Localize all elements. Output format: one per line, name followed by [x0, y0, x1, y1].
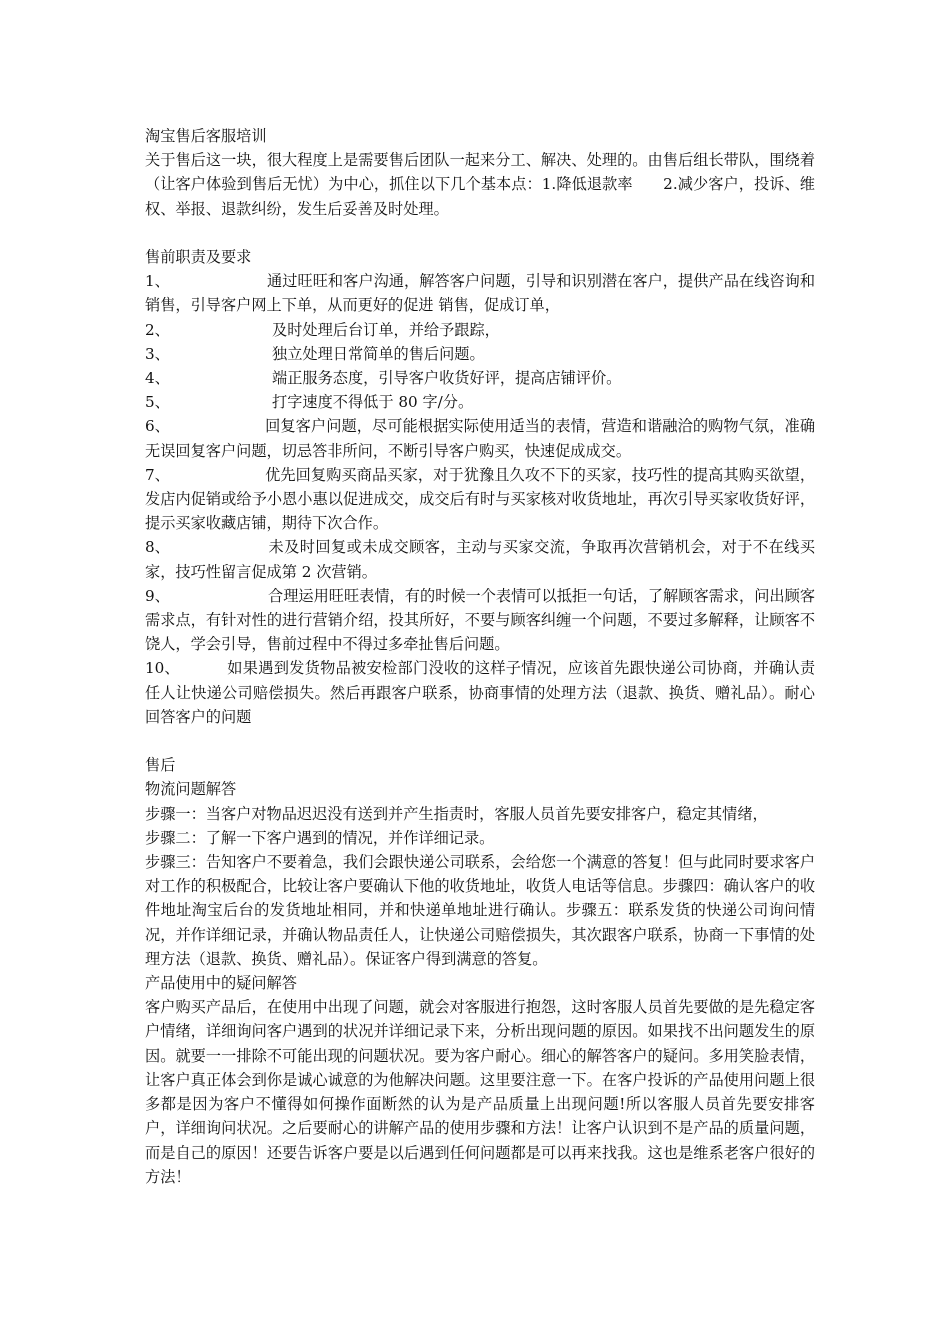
presale-item-6	[145, 414, 815, 462]
item-text: 打字速度不得低于 80 字/分。	[272, 393, 474, 412]
presale-item-9	[145, 584, 815, 657]
item-text: 独立处理日常简单的售后问题。	[272, 344, 485, 363]
presale-item-7	[145, 463, 815, 536]
intro-paragraph: 关于售后这一块，很大程度上是需要售后团队一起来分工、解决、处理的。由售后组长带队，围绕着（让客户体验到售后无忧）为中心，抓住以下几个基本点：1.降低退款率 2.减少客户，投诉、维权、举报、退款纠纷，发生后妥善及时处理。	[145, 151, 815, 218]
presale-item-1	[145, 269, 815, 317]
logistics-step-1: 步骤一：当客户对物品迟迟没有送到并产生指责时，客服人员首先要安排客户，稳定其情绪，	[145, 804, 768, 823]
logistics-step-3: 步骤三：告知客户不要着急，我们会跟快递公司联系，会给您一个满意的答复！但与此同时要求客户对工作的积极配合，比较让客户要确认下他的收货地址，收货人电话等信息。步骤四：确认客户的收件地址淘宝后台的发货地址相同，并和快递单地址进行确认。步骤五：联系发货的快递公司询问情况，并作详细记录，并确认物品责任人，让快递公司赔偿损失，其次跟客户联系，协商一下事情的处理方法（退款、换货、赠礼品）。保证客户得到满意的答复。	[145, 853, 815, 968]
document-page	[145, 124, 815, 1189]
item-number: 5、	[145, 393, 170, 412]
item-number: 4、	[145, 369, 170, 388]
presale-item-10	[145, 656, 815, 729]
doc-title: 淘宝售后客服培训	[145, 127, 267, 145]
item-number: 10、	[145, 659, 180, 678]
item-text: 回复客户问题，尽可能根据实际使用适当的表情，营造和谐融洽的购物气氛，准确无误回复客户问题，切忌答非所问，不断引导客户购买，快速促成成交。	[145, 417, 815, 460]
item-number: 6、	[145, 417, 170, 436]
item-text: 合理运用旺旺表情，有的时候一个表情可以抵拒一句话，了解顾客需求，问出顾客需求点，有针对性的进行营销介绍，投其所好，不要与顾客纠缠一个问题，不要过多解释，让顾客不饶人，学会引导，售前过程中不得过多牵扯售后问题。	[145, 586, 815, 654]
item-text: 如果遇到发货物品被安检部门没收的这样子情况，应该首先跟快递公司协商，并确认责任人让快递公司赔偿损失。然后再跟客户联系，协商事情的处理方法（退款、换货、赠礼品）。耐心回答客户的问题	[145, 659, 815, 726]
item-number: 8、	[145, 538, 170, 557]
item-text: 及时处理后台订单，并给予跟踪，	[272, 320, 500, 339]
logistics-heading: 物流问题解答	[145, 780, 237, 799]
item-number: 3、	[145, 344, 170, 363]
logistics-step-2: 步骤二：了解一下客户遇到的情况，并作详细记录。	[145, 828, 495, 847]
item-text: 未及时回复或未成交顾客，主动与买家交流，争取再次营销机会，对于不在线买家，技巧性留言促成第 2 次营销。	[145, 538, 815, 581]
aftersale-heading: 售后	[145, 756, 176, 775]
item-number: 1、	[145, 272, 170, 291]
presale-item-2	[145, 318, 815, 342]
usage-heading: 产品使用中的疑问解答	[145, 974, 297, 993]
presale-item-5	[145, 390, 815, 414]
item-number: 7、	[145, 465, 170, 484]
item-text: 通过旺旺和客户沟通，解答客户问题，引导和识别潜在客户，提供产品在线咨询和销售，引导客户网上下单，从而更好的促进 销售，促成订单，	[145, 272, 815, 315]
spacer	[145, 221, 815, 245]
usage-paragraph: 客户购买产品后，在使用中出现了问题，就会对客服进行抱怨，这时客服人员首先要做的是先稳定客户情绪，详细询问客户遇到的状况并详细记录下来，分析出现问题的原因。如果找不出问题发生的原因。就要一一排除不可能出现的问题状况。要为客户耐心。细心的解答客户的疑问。多用笑脸表情，让客户真正体会到你是诚心诚意的为他解决问题。这里要注意一下。在客户投诉的产品使用问题上很多都是因为客户不懂得如何操作面断然的认为是产品质量上出现问题!所以客服人员首先要安排客户，详细询问状况。之后要耐心的讲解产品的使用步骤和方法！让客户认识到不是产品的质量问题，而是自己的原因！还要告诉客户要是以后遇到任何问题都是可以再来找我。这也是维系老客户很好的方法！	[145, 998, 815, 1186]
item-number: 9、	[145, 586, 170, 605]
presale-item-4	[145, 366, 815, 390]
presale-item-8	[145, 535, 815, 583]
spacer	[145, 729, 815, 753]
presale-heading: 售前职责及要求	[145, 248, 252, 266]
item-number: 2、	[145, 320, 170, 339]
item-text: 端正服务态度，引导客户收货好评，提高店铺评价。	[272, 369, 622, 388]
presale-item-3	[145, 342, 815, 366]
item-text: 优先回复购买商品买家，对于犹豫且久攻不下的买家，技巧性的提高其购买欲望，发店内促销或给予小恩小惠以促进成交，成交后有时与买家核对收货地址，再次引导买家收货好评，提示买家收藏店铺，期待下次合作。	[145, 465, 815, 533]
